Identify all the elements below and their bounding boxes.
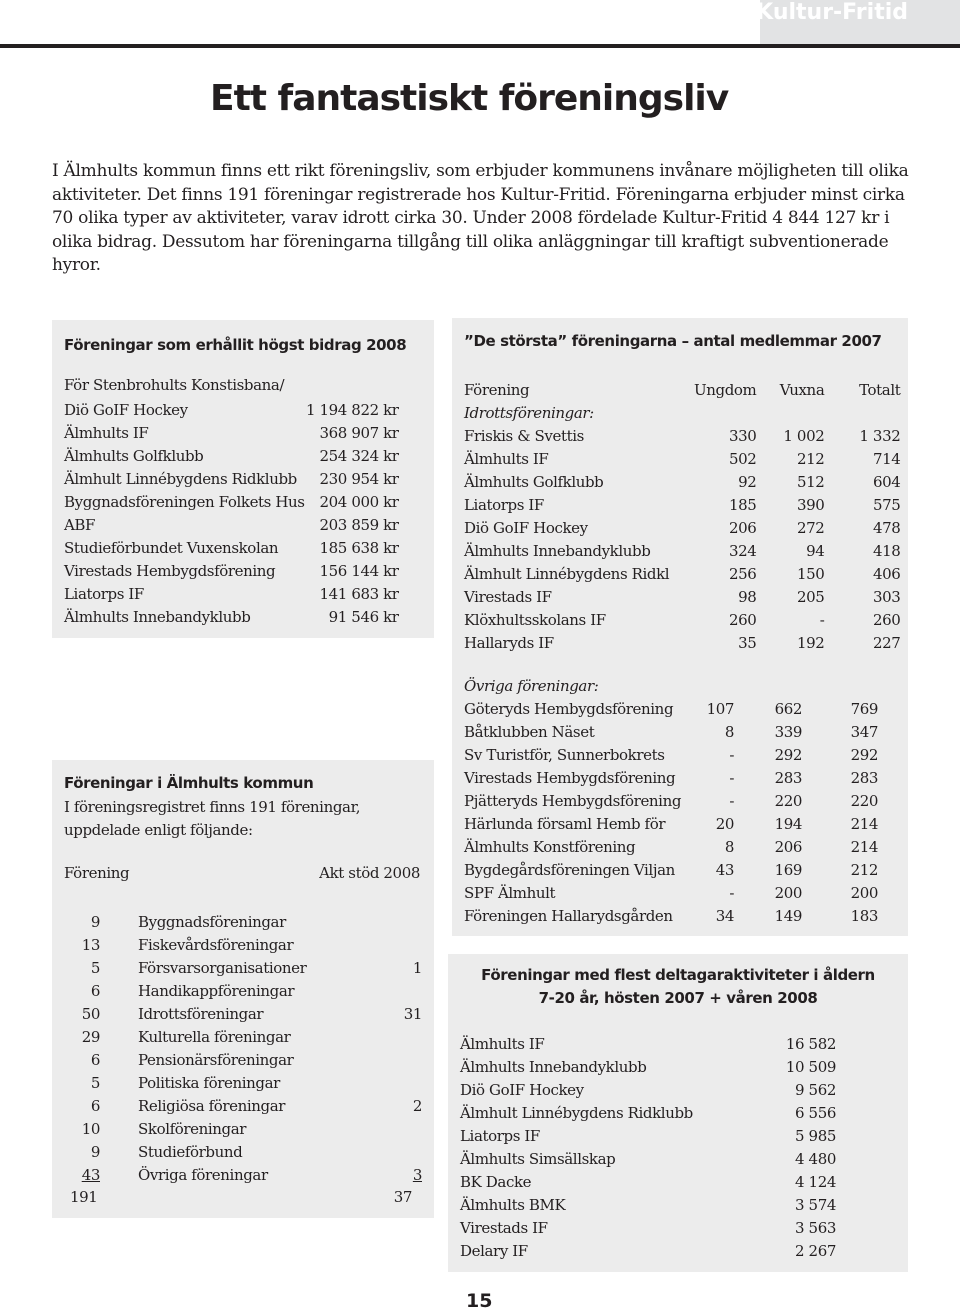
grant-amount: 1 194 822 kr: [306, 400, 399, 419]
member-name: Älmhults Konstförening: [464, 837, 636, 856]
member-youth: -: [729, 883, 734, 902]
header-rule: [0, 44, 960, 48]
grant-amount: 91 546 kr: [328, 607, 399, 626]
association-support: [382, 1140, 422, 1163]
member-youth: 324: [728, 541, 757, 560]
member-youth: 330: [728, 426, 757, 445]
activity-name: Älmhults IF: [460, 1034, 545, 1053]
member-youth: 185: [728, 495, 757, 514]
grant-name: Byggnadsföreningen Folkets Hus: [64, 492, 305, 511]
association-type: Kulturella föreningar: [138, 1027, 291, 1046]
association-row: [64, 979, 422, 1002]
activity-row: [460, 1216, 836, 1239]
associations-total-count: 191: [70, 1188, 98, 1206]
grant-name: Älmhults Golfklubb: [64, 446, 204, 465]
member-name: Liatorps IF: [464, 495, 544, 514]
member-youth: 92: [738, 472, 757, 491]
association-type: Handikappföreningar: [138, 981, 295, 1000]
association-type: Försvarsorganisationer: [138, 958, 307, 977]
member-row: [464, 697, 878, 720]
members-box: [452, 318, 908, 936]
activity-row: [460, 1032, 836, 1055]
association-count: 10: [81, 1119, 100, 1138]
member-name: Virestads Hembygdsförening: [464, 768, 676, 787]
activity-name: BK Dacke: [460, 1172, 532, 1191]
member-row: [464, 447, 900, 470]
member-row: [464, 743, 878, 766]
associations-table: [64, 910, 422, 1186]
association-type: Övriga föreningar: [138, 1165, 268, 1184]
member-total: 406: [872, 564, 901, 583]
member-name: Härlunda församl Hemb för: [464, 814, 666, 833]
member-row: [464, 720, 878, 743]
member-youth: 8: [724, 722, 734, 741]
page-title: Ett fantastiskt föreningsliv: [210, 78, 729, 119]
member-total: 418: [872, 541, 901, 560]
member-row: [464, 881, 878, 904]
grant-amount: 185 638 kr: [319, 538, 399, 557]
activity-name: Diö GoIF Hockey: [460, 1080, 584, 1099]
member-name: Klöxhultsskolans IF: [464, 610, 606, 629]
grant-name: Älmhults IF: [64, 423, 149, 442]
activity-name: Älmhults Simsällskap: [460, 1149, 616, 1168]
grant-name: Liatorps IF: [64, 584, 144, 603]
associations-col-header-right: Akt stöd 2008: [319, 864, 420, 882]
association-count: 6: [90, 1096, 100, 1115]
member-row: [464, 516, 900, 539]
member-name: Göteryds Hembygdsförening: [464, 699, 674, 718]
member-row: [464, 539, 900, 562]
member-row: [464, 608, 900, 631]
association-support: [382, 1117, 422, 1140]
activity-value: 9 562: [795, 1080, 836, 1099]
grant-amount: 368 907 kr: [319, 423, 399, 442]
member-total: 227: [872, 633, 901, 652]
member-adults: 339: [774, 722, 802, 741]
members-header-youth: Ungdom: [694, 380, 757, 399]
grant-amount: 254 324 kr: [319, 446, 399, 465]
activities-title: [448, 964, 908, 1010]
member-name: Pjätteryds Hembygdsförening: [464, 791, 682, 810]
association-count: 9: [90, 1142, 100, 1161]
association-support: 2: [412, 1096, 422, 1115]
member-row: [464, 470, 900, 493]
grant-name: Diö GoIF Hockey: [64, 400, 188, 419]
member-adults: 192: [796, 633, 825, 652]
associations-col-header-left: Förening: [64, 864, 130, 882]
member-name: Älmhults Golfklubb: [464, 472, 604, 491]
activity-row: [460, 1147, 836, 1170]
association-type: Byggnadsföreningar: [138, 912, 286, 931]
member-name: Sv Turistför, Sunnerbokrets: [464, 745, 665, 764]
member-total: 1 332: [859, 426, 901, 445]
association-count: 43: [81, 1165, 100, 1184]
members-title: ”De största” föreningarna – antal medlemmar 2007: [464, 332, 882, 350]
member-youth: 8: [724, 837, 734, 856]
member-youth: 256: [728, 564, 757, 583]
member-adults: -: [819, 610, 825, 629]
association-count: 13: [81, 935, 100, 954]
association-row: [64, 933, 422, 956]
members-sports-table: [464, 378, 900, 654]
activity-value: 4 124: [795, 1172, 836, 1191]
member-name: Båtklubben Näset: [464, 722, 595, 741]
association-count: 9: [90, 912, 100, 931]
activity-row: [460, 1239, 836, 1262]
member-row: [464, 562, 900, 585]
member-name: Bygdegårdsföreningen Viljan: [464, 860, 675, 879]
member-row: [464, 631, 900, 654]
associations-total-support: 37: [393, 1188, 412, 1206]
grant-name: Älmhult Linnébygdens Ridklubb: [64, 469, 297, 488]
member-name: SPF Älmhult: [464, 883, 556, 902]
grants-title: Föreningar som erhållit högst bidrag 2008: [64, 336, 407, 354]
association-row: [64, 1002, 422, 1025]
activity-value: 5 985: [795, 1126, 836, 1145]
member-row: [464, 858, 878, 881]
member-total: 303: [872, 587, 901, 606]
member-total: 292: [850, 745, 878, 764]
association-row: [64, 1025, 422, 1048]
members-header-name: Förening: [464, 380, 530, 399]
grant-name: Studieförbundet Vuxenskolan: [64, 538, 279, 557]
member-total: 260: [872, 610, 901, 629]
page-number: 15: [466, 1290, 493, 1312]
member-row: [464, 789, 878, 812]
association-row: [64, 1071, 422, 1094]
activities-table: [460, 1032, 836, 1262]
association-support: 31: [403, 1004, 422, 1023]
member-adults: 512: [796, 472, 825, 491]
member-name: Diö GoIF Hockey: [464, 518, 588, 537]
association-support: [382, 910, 422, 933]
member-youth: 35: [738, 633, 757, 652]
member-row: [464, 812, 878, 835]
association-type: Skolföreningar: [138, 1119, 247, 1138]
member-total: 283: [850, 768, 878, 787]
member-adults: 220: [774, 791, 802, 810]
member-row: [464, 835, 878, 858]
grant-row: [64, 398, 399, 421]
association-support: 1: [412, 958, 422, 977]
grant-name: Virestads Hembygdsförening: [64, 561, 276, 580]
activity-name: Liatorps IF: [460, 1126, 540, 1145]
members-category-label: Idrottsföreningar:: [464, 403, 594, 422]
section-label: Kultur-Fritid: [756, 0, 908, 25]
grant-amount: 230 954 kr: [319, 469, 399, 488]
member-adults: 205: [796, 587, 825, 606]
member-adults: 662: [774, 699, 802, 718]
member-row: [464, 904, 878, 927]
member-name: Virestads IF: [464, 587, 552, 606]
grants-prefix-line: För Stenbrohults Konstisbana/: [64, 376, 285, 394]
grants-box: [52, 320, 434, 638]
member-adults: 212: [796, 449, 825, 468]
association-row: [64, 1163, 422, 1186]
association-type: Religiösa föreningar: [138, 1096, 286, 1115]
member-total: 220: [850, 791, 878, 810]
header-bar: [0, 0, 960, 44]
member-total: 200: [850, 883, 878, 902]
member-row: [464, 493, 900, 516]
activity-value: 16 582: [785, 1034, 836, 1053]
member-adults: 200: [774, 883, 802, 902]
member-total: 214: [850, 814, 878, 833]
member-total: 478: [872, 518, 901, 537]
grant-name: Älmhults Innebandyklubb: [64, 607, 251, 626]
member-adults: 206: [774, 837, 802, 856]
member-youth: -: [729, 791, 734, 810]
member-youth: -: [729, 745, 734, 764]
intro-paragraph: [52, 160, 912, 278]
member-adults: 194: [774, 814, 802, 833]
grant-amount: 141 683 kr: [319, 584, 399, 603]
association-type: Pensionärsföreningar: [138, 1050, 294, 1069]
association-type: Idrottsföreningar: [138, 1004, 264, 1023]
activity-name: Älmhults BMK: [460, 1195, 566, 1214]
members-category-label: Övriga föreningar:: [464, 676, 599, 695]
association-row: [64, 1094, 422, 1117]
member-name: Föreningen Hallarydsgården: [464, 906, 673, 925]
member-youth: -: [729, 768, 734, 787]
grant-row: [64, 582, 399, 605]
members-header-row: [464, 378, 900, 401]
activity-value: 6 556: [795, 1103, 836, 1122]
association-row: [64, 956, 422, 979]
member-youth: 43: [715, 860, 734, 879]
activities-title-line2: 7-20 år, hösten 2007 + våren 2008: [538, 989, 818, 1007]
member-total: 347: [850, 722, 878, 741]
grant-row: [64, 467, 399, 490]
member-row: [464, 766, 878, 789]
activity-value: 4 480: [795, 1149, 836, 1168]
grants-table: [64, 398, 399, 628]
association-count: 5: [90, 1073, 100, 1092]
association-row: [64, 1048, 422, 1071]
member-youth: 107: [706, 699, 734, 718]
member-total: 769: [850, 699, 878, 718]
grant-row: [64, 421, 399, 444]
members-category-row: [464, 401, 900, 424]
association-count: 50: [81, 1004, 100, 1023]
member-adults: 169: [774, 860, 802, 879]
activity-value: 3 574: [795, 1195, 836, 1214]
association-support: [382, 1048, 422, 1071]
association-type: Fiskevårdsföreningar: [138, 935, 294, 954]
grant-row: [64, 490, 399, 513]
association-type: Studieförbund: [138, 1142, 243, 1161]
activity-value: 3 563: [795, 1218, 836, 1237]
members-category-row: [464, 674, 878, 697]
associations-description: I föreningsregistret finns 191 föreningar, uppdelade enligt följande:: [64, 798, 361, 839]
activity-row: [460, 1170, 836, 1193]
grant-row: [64, 605, 399, 628]
member-name: Hallaryds IF: [464, 633, 554, 652]
activities-title-line1: Föreningar med flest deltagaraktiviteter i åldern: [481, 966, 875, 984]
members-header-adults: Vuxna: [779, 380, 825, 399]
association-count: 6: [90, 981, 100, 1000]
member-youth: 260: [728, 610, 757, 629]
activities-box: [448, 954, 908, 1272]
member-total: 212: [850, 860, 878, 879]
member-total: 214: [850, 837, 878, 856]
member-youth: 502: [728, 449, 757, 468]
member-adults: 149: [774, 906, 802, 925]
grant-amount: 204 000 kr: [319, 492, 399, 511]
association-count: 29: [81, 1027, 100, 1046]
grant-row: [64, 513, 399, 536]
member-total: 604: [872, 472, 901, 491]
member-row: [464, 585, 900, 608]
member-name: Älmhults IF: [464, 449, 549, 468]
grant-row: [64, 536, 399, 559]
association-type: Politiska föreningar: [138, 1073, 280, 1092]
activity-row: [460, 1078, 836, 1101]
member-adults: 390: [796, 495, 825, 514]
association-row: [64, 910, 422, 933]
association-support: 3: [412, 1165, 422, 1184]
association-support: [382, 1071, 422, 1094]
activity-name: Delary IF: [460, 1241, 528, 1260]
activity-row: [460, 1101, 836, 1124]
activity-name: Älmhults Innebandyklubb: [460, 1057, 647, 1076]
association-support: [382, 933, 422, 956]
activity-value: 10 509: [785, 1057, 836, 1076]
grant-amount: 156 144 kr: [319, 561, 399, 580]
grant-name: ABF: [64, 515, 96, 534]
member-total: 714: [872, 449, 901, 468]
association-support: [382, 1025, 422, 1048]
intro-text: I Älmhults kommun finns ett rikt föreningsliv, som erbjuder kommunens invånare möjligheten till olika aktiviteter. Det finns 191 föreningar registrerade hos Kultur-Fritid. Föreningarna erbjuder minst cirka 70 olika typer av aktiviteter, varav idrott cirka 30. Under 2008 fördelade Kultur-Fritid 4 844 127 kr i olika bidrag. Dessutom har föreningarna tillgång till olika anläggningar till kraftigt subventionerade hyror.: [52, 161, 909, 275]
member-adults: 94: [806, 541, 825, 560]
activity-row: [460, 1124, 836, 1147]
grant-row: [64, 444, 399, 467]
associations-title: Föreningar i Älmhults kommun: [64, 774, 314, 792]
members-header-total: Totalt: [859, 380, 901, 399]
member-name: Älmhult Linnébygdens Ridkl: [464, 564, 670, 583]
association-row: [64, 1140, 422, 1163]
member-youth: 206: [728, 518, 757, 537]
activity-name: Virestads IF: [460, 1218, 548, 1237]
member-adults: 150: [796, 564, 825, 583]
association-count: 5: [90, 958, 100, 977]
member-adults: 272: [796, 518, 825, 537]
associations-box: [52, 760, 434, 1218]
association-count: 6: [90, 1050, 100, 1069]
member-name: Älmhults Innebandyklubb: [464, 541, 651, 560]
member-adults: 1 002: [783, 426, 825, 445]
activity-name: Älmhult Linnébygdens Ridklubb: [460, 1103, 693, 1122]
member-name: Friskis & Svettis: [464, 426, 584, 445]
member-adults: 283: [774, 768, 802, 787]
grant-amount: 203 859 kr: [319, 515, 399, 534]
association-support: [382, 979, 422, 1002]
member-youth: 34: [715, 906, 734, 925]
grant-row: [64, 559, 399, 582]
member-total: 575: [872, 495, 901, 514]
association-row: [64, 1117, 422, 1140]
member-youth: 20: [715, 814, 734, 833]
member-youth: 98: [738, 587, 757, 606]
member-total: 183: [850, 906, 878, 925]
activity-row: [460, 1193, 836, 1216]
member-adults: 292: [774, 745, 802, 764]
member-row: [464, 424, 900, 447]
activity-row: [460, 1055, 836, 1078]
members-other-table: [464, 674, 878, 927]
activity-value: 2 267: [795, 1241, 836, 1260]
